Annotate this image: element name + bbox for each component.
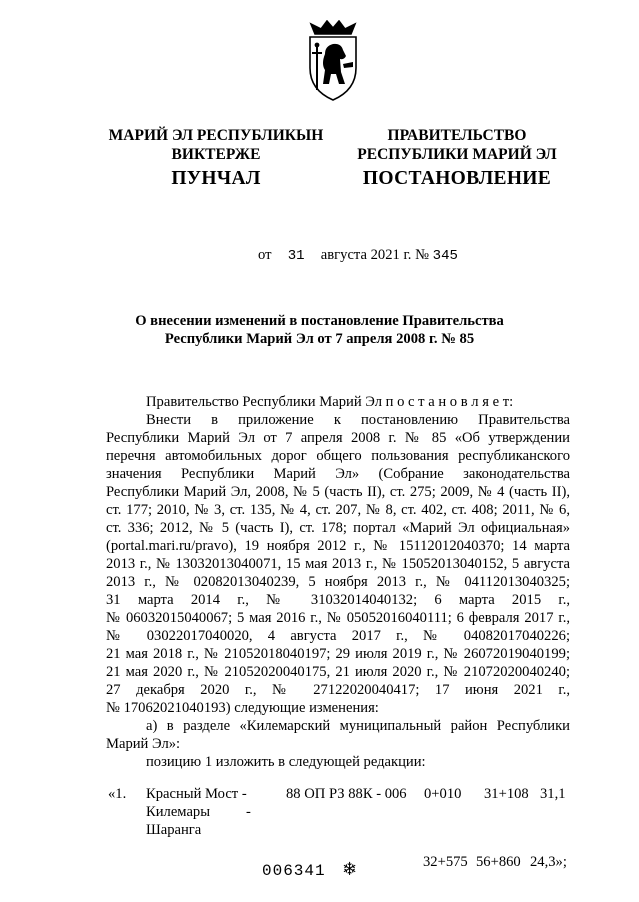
document-title-line2: Республики Марий Эл от 7 апреля 2008 г. № 85 xyxy=(164,331,475,347)
body-line: ст. 177; 2010, № 3, ст. 135, № 4, ст. 207, № 8, ст. 402, ст. 408; 2011, № 6, xyxy=(106,502,570,518)
body-line: позицию 1 изложить в следующей редакции: xyxy=(146,754,426,770)
segment-length: 31,1 xyxy=(540,786,566,802)
body-line: Марий Эл»: xyxy=(106,736,181,752)
date-prefix: от xyxy=(258,247,272,263)
body-line: (portal.mari.ru/pravo), 19 ноября 2012 г., № 15112012040370; 14 марта xyxy=(106,538,570,554)
date-line xyxy=(258,247,458,264)
header-left-doc-type: ПУНЧАЛ xyxy=(171,168,261,189)
body-line: ст. 336; 2012, № 5 (часть I), ст. 178; портал «Марий Эл официальная» xyxy=(106,520,570,536)
body-line: № 06032015040067; 5 мая 2016 г., № 05052016040111; 6 февраля 2017 г., xyxy=(106,610,570,626)
date-month-year: августа 2021 г. № xyxy=(320,247,430,263)
body-line: Республики Марий Эл, 2008, № 5 (часть II), ст. 275; 2009, № 4 (часть II), xyxy=(106,484,570,500)
road-name-line2: Килемары xyxy=(146,804,211,820)
segment-end-km: 31+108 xyxy=(484,786,529,802)
road-name-dash: - xyxy=(246,804,251,820)
document-number: 345 xyxy=(432,248,458,264)
document-title-line1: О внесении изменений в постановление Правительства xyxy=(135,313,504,329)
header-right-line1: ПРАВИТЕЛЬСТВО xyxy=(387,127,527,144)
body-line: 31 марта 2014 г., № 31032014040132; 6 марта 2015 г., xyxy=(106,592,570,608)
body-line: № 17062021040193) следующие изменения: xyxy=(106,700,379,716)
body-line: значения Республики Марий Эл» (Собрание законодательства xyxy=(106,466,570,482)
body-line: 2013 г., № 02082013040239, 5 ноября 2013 г., № 04112013040325; xyxy=(106,574,570,590)
segment-end-km: 56+860 xyxy=(476,854,521,870)
road-name-line1: Красный Мост - xyxy=(146,786,247,802)
header-right-doc-type: ПОСТАНОВЛЕНИЕ xyxy=(362,168,552,189)
header-left-line2: ВИКТЕРЖЕ xyxy=(171,146,261,163)
segment-start-km: 0+010 xyxy=(424,786,462,802)
body-line: 21 мая 2020 г., № 21052020040175, 21 июля 2020 г., № 21072020040240; xyxy=(106,664,570,680)
body-line: а) в разделе «Килемарский муниципальный район Республики xyxy=(146,718,570,734)
body-line: Правительство Республики Марий Эл п о с т а н о в л я е т: xyxy=(146,394,514,410)
body-line: № 03022017040020, 4 августа 2017 г., № 04082017040226; xyxy=(106,628,570,644)
body-line: Республики Марий Эл от 7 апреля 2008 г. № 85 «Об утверждении xyxy=(106,430,570,446)
header-left xyxy=(96,126,336,164)
body-line: 27 декабря 2020 г., № 27122020040417; 17 июня 2021 г., xyxy=(106,682,570,698)
body-line: 21 мая 2018 г., № 21052018040197; 29 июля 2019 г., № 26072019040199; xyxy=(106,646,570,662)
road-name-line3: Шаранга xyxy=(146,822,202,838)
snowflake-icon: ❄ xyxy=(342,859,358,880)
segment-start-km: 32+575 xyxy=(423,854,468,870)
road-id-code: 88 ОП РЗ 88К - 006 xyxy=(286,786,407,802)
segment-length: 24,3»; xyxy=(530,854,567,870)
body-line: перечня автомобильных дорог общего пользования республиканского xyxy=(106,448,570,464)
header-left-line1: МАРИЙ ЭЛ РЕСПУБЛИКЫН xyxy=(108,127,324,144)
blank-serial-number: 006341 xyxy=(262,862,326,880)
body-line: Внести в приложение к постановлению Правительства xyxy=(146,412,570,428)
date-day: 31 xyxy=(287,248,305,264)
body-line: 2013 г., № 13032013040071, 15 мая 2013 г., № 15052013040152, 5 августа xyxy=(106,556,570,572)
header-right xyxy=(342,126,572,164)
header-right-line2: РЕСПУБЛИКИ МАРИЙ ЭЛ xyxy=(357,146,557,163)
position-number: «1. xyxy=(108,786,127,802)
coat-of-arms-emblem xyxy=(303,20,363,102)
